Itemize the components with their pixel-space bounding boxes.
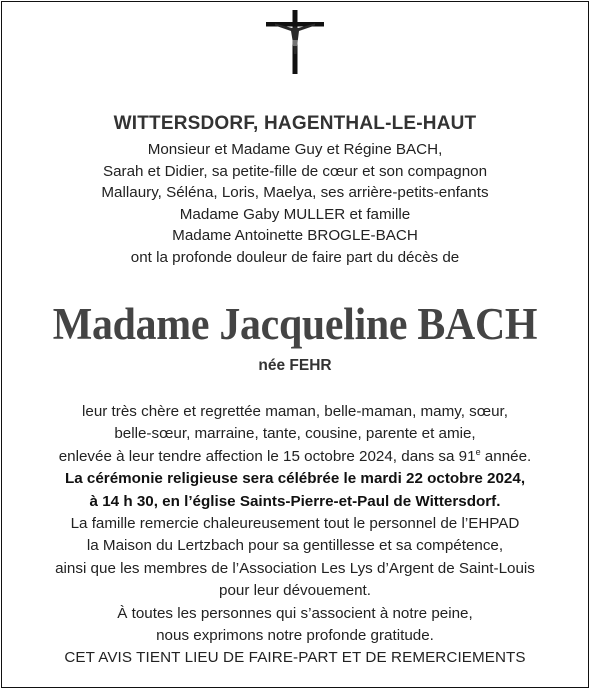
deceased-name: Madame Jacqueline BACH — [52, 299, 538, 349]
family-list — [0, 139, 590, 268]
ceremony-line: à 14 h 30, en l’église Saints-Pierre-et-Paul de Wittersdorf. — [89, 492, 501, 510]
thanks-line: ainsi que les membres de l’Association Les Lys d’Argent de Saint-Louis — [55, 559, 535, 577]
family-line: Monsieur et Madame Guy et Régine BACH, — [147, 141, 443, 158]
maiden-name: née FEHR — [258, 357, 332, 374]
family-line: Madame Gaby MULLER et famille — [179, 205, 411, 223]
thanks-line: À toutes les personnes qui s’associent à notre peine, — [117, 604, 473, 622]
closing-line: CET AVIS TIENT LIEU DE FAIRE-PART ET DE REMERCIEMENTS — [64, 649, 526, 667]
crucifix-icon — [266, 10, 324, 74]
ceremony-line: La cérémonie religieuse sera célébrée le mardi 22 octobre 2024, — [64, 470, 526, 488]
tribute-line — [0, 446, 590, 468]
thanks-line: pour leur dévouement. — [219, 582, 371, 600]
town-heading: WITTERSDORF, HAGENTHAL-LE-HAUT — [113, 113, 477, 134]
tribute-line-part: année. — [480, 447, 532, 465]
family-line: Madame Antoinette BROGLE-BACH — [172, 227, 418, 244]
ordinal-suffix: e — [475, 446, 481, 457]
tribute-line-part: enlevée à leur tendre affection le 15 octobre 2024, dans sa 91 — [58, 447, 476, 465]
tribute-line: leur très chère et regrettée maman, belle-maman, mamy, sœur, — [82, 403, 508, 420]
thanks-line: la Maison du Lertzbach pour sa gentillesse et sa compétence, — [86, 537, 504, 555]
announcement-line: ont la profonde douleur de faire part du décès de — [130, 248, 460, 266]
family-line: Sarah et Didier, sa petite-fille de cœur et son compagnon — [102, 162, 488, 180]
thanks-line: La famille remercie chaleureusement tout le personnel de l’EHPAD — [70, 515, 520, 533]
thanks-line: nous exprimons notre profonde gratitude. — [156, 627, 434, 645]
tribute-line: belle-sœur, marraine, tante, cousine, parente et amie, — [114, 425, 476, 443]
family-line: Mallaury, Séléna, Loris, Maelya, ses arrière-petits-enfants — [101, 184, 489, 201]
tribute-text — [0, 401, 590, 670]
